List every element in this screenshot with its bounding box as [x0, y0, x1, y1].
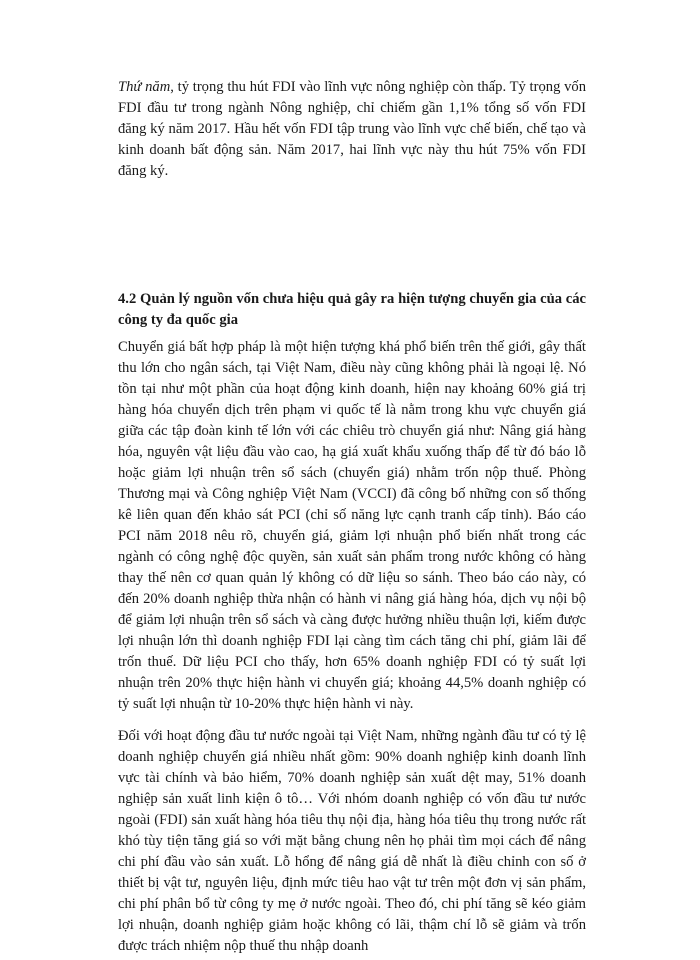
section-paragraph-1: Chuyển giá bất hợp pháp là một hiện tượng khá phổ biến trên thế giới, gây thất thu lớn cho ngân sách, tại Việt Nam, điều này cũng không phải là ngoại lệ. Nó tồn tại như một phần của hoạt động kinh doanh, hiện nay khoảng 60% giá trị hàng hóa chuyển dịch trên phạm vi quốc tế là nằm trong khu vực chuyển giá giữa các tập đoàn kinh tế lớn với các chiêu trò chuyển giá như: Nâng giá hàng hóa, nguyên vật liệu đầu vào cao, hạ giá xuất khẩu xuống thấp để từ đó báo lỗ hoặc giảm lợi nhuận trên sổ sách (chuyển giá) nhằm trốn nộp thuế. Phòng Thương mại và Công nghiệp Việt Nam (VCCI) đã công bố những con số thống kê liên quan đến khảo sát PCI (chỉ số năng lực cạnh tranh cấp tỉnh). Báo cáo PCI năm 2018 nêu rõ, chuyển giá, giảm lợi nhuận phổ biến nhất trong các ngành có công nghệ độc quyền, sản xuất sản phẩm trong nước không có hàng thay thế nên cơ quan quản lý không có dữ liệu so sánh. Theo báo cáo này, có đến 20% doanh nghiệp thừa nhận có hành vi nâng giá hàng hóa, dịch vụ nội bộ để giảm lợi nhuận trên sổ sách và càng được hưởng nhiều thuận lợi, kiếm được lợi nhuận lớn thì doanh nghiệp FDI lại càng tìm cách tăng chi phí, giảm lãi để trốn thuế. Dữ liệu PCI cho thấy, hơn 65% doanh nghiệp FDI có tỷ suất lợi nhuận trên 20% thực hiện hành vi chuyển giá; khoảng 44,5% doanh nghiệp có tỷ suất lợi nhuận từ 10-20% thực hiện hành vi này.	[118, 339, 586, 712]
section-body	[118, 337, 586, 957]
paragraph-thu-nam	[118, 77, 586, 182]
section-paragraph-2: Đối với hoạt động đầu tư nước ngoài tại Việt Nam, những ngành đầu tư có tỷ lệ doanh nghiệp chuyển giá nhiều nhất gồm: 90% doanh nghiệp kinh doanh lĩnh vực tài chính và bảo hiểm, 70% doanh nghiệp sản xuất dệt may, 51% doanh nghiệp sản xuất linh kiện ô tô… Với nhóm doanh nghiệp có vốn đầu tư nước ngoài (FDI) sản xuất hàng hóa tiêu thụ nội địa, hàng hóa tiêu thụ trong nước rất khó tùy tiện tăng giá so với mặt bằng chung nên họ phải tìm mọi cách để nâng chi phí đầu vào sản xuất. Lỗ hổng để nâng giá dễ nhất là điều chỉnh con số ở thiết bị vật tư, nguyên liệu, định mức tiêu hao vật tư trên một đơn vị sản phẩm, chi phí phân bổ từ công ty mẹ ở nước ngoài. Theo đó, chi phí tăng sẽ kéo giảm lợi nhuận, doanh nghiệp giảm hoặc không có lãi, thậm chí lỗ sẽ giảm và trốn được trách nhiệm nộp thuế thu nhập doanh	[118, 728, 586, 954]
paragraph-body: , tỷ trọng thu hút FDI vào lĩnh vực nông nghiệp còn thấp. Tỷ trọng vốn FDI đầu tư trong ngành Nông nghiệp, chỉ chiếm gần 1,1% tổng số vốn FDI đăng ký năm 2017. Hầu hết vốn FDI tập trung vào lĩnh vực chế biến, chế tạo và kinh doanh bất động sản. Năm 2017, hai lĩnh vực này thu hút 75% vốn FDI đăng ký.	[118, 79, 587, 179]
section-heading: 4.2 Quản lý nguồn vốn chưa hiệu quả gây ra hiện tượng chuyển gia của các công ty đa quốc gia	[118, 291, 586, 328]
opening-paragraph-block	[118, 77, 586, 182]
paragraph-lead-italic: Thứ năm	[118, 79, 171, 95]
